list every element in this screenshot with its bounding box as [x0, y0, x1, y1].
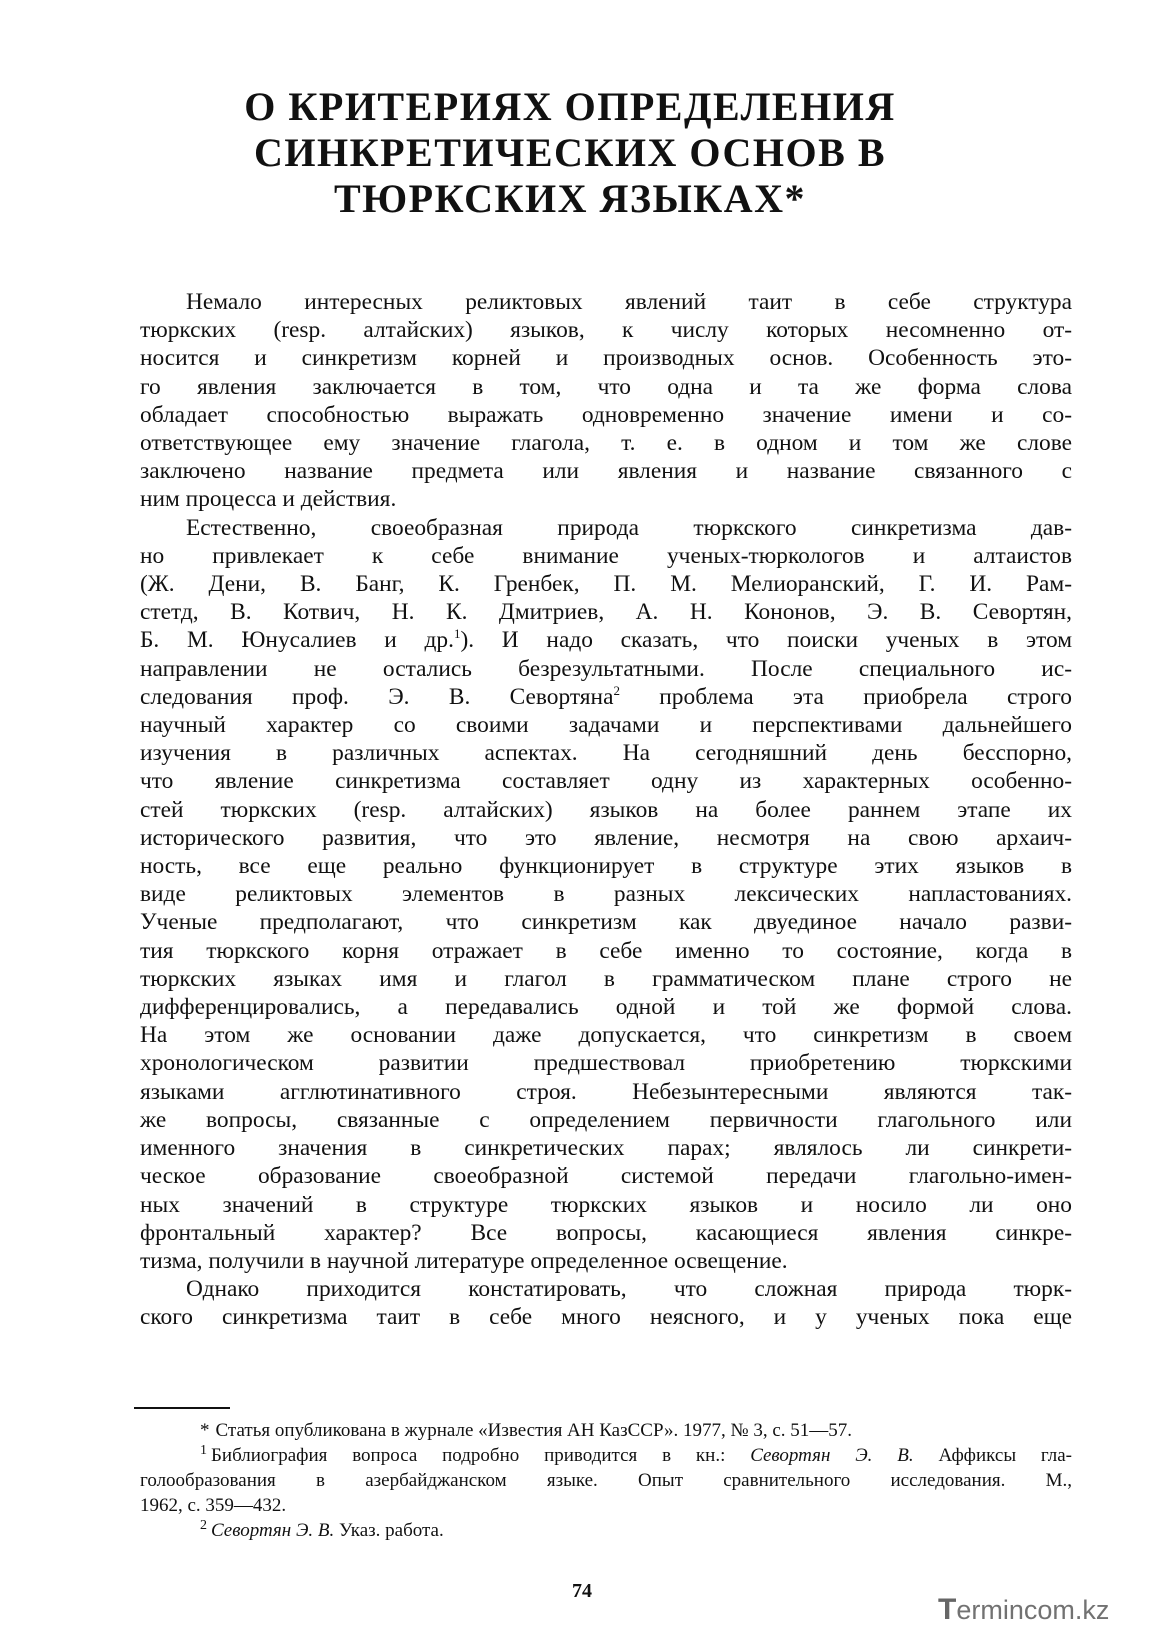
- footnote-mark: *: [200, 1420, 210, 1441]
- footnote-text: Статья опубликована в журнале «Известия АН КазССР». 1977, № 3, с. 51—57.: [215, 1420, 853, 1441]
- footnote-line: [140, 1443, 1072, 1468]
- text-line: Однако приходится констатировать, что сложная природа тюрк-: [186, 1276, 1072, 1303]
- text-line: тюркских языках имя и глагол в грамматическом плане строго не: [140, 965, 1072, 992]
- text-line: дифференцировались, а передавались одной и той же формой слова.: [140, 994, 1072, 1021]
- text-line: [140, 626, 1072, 654]
- text-line: ского синкретизма таит в себе много неясного, и у ученых пока еще: [140, 1304, 1072, 1331]
- title-line: ТЮРКСКИХ ЯЗЫКАХ*: [333, 176, 807, 221]
- footnote-mark: 2: [200, 1517, 207, 1533]
- text-line: языками агглютинативного строя. Небезынтересными являются так-: [140, 1078, 1072, 1105]
- text-line: но привлекает к себе внимание ученых-тюркологов и алтаистов: [140, 542, 1072, 569]
- text-fragment: ). И надо сказать, что поиски ученых в этом: [460, 627, 1072, 654]
- footnote-ref[interactable]: 2: [613, 683, 620, 699]
- paragraph-2: [140, 514, 1072, 1275]
- text-line: обладает способностью выражать одновременно значение имени и со-: [140, 401, 1072, 428]
- text-line: виде реликтовых элементов в разных лексических напластованиях.: [140, 881, 1072, 908]
- text-line: тизма, получили в научной литературе определенное освещение.: [140, 1247, 788, 1274]
- footnote-divider: [134, 1407, 230, 1409]
- text-line: направлении не остались безрезультатными. После специального ис-: [140, 655, 1072, 682]
- text-line: ответствующее ему значение глагола, т. е. в одном и том же слове: [140, 430, 1072, 457]
- footnote-text: Аффиксы гла-: [913, 1445, 1072, 1466]
- text-fragment: Б. М. Юнусалиев и др.: [140, 627, 454, 654]
- watermark-text: ermincom.kz: [956, 1595, 1110, 1625]
- text-line: что явление синкретизма составляет одну из характерных особенно-: [140, 768, 1072, 795]
- text-line: [140, 683, 1072, 711]
- watermark-logo: [938, 1592, 1148, 1628]
- footnote-text: Указ. работа.: [334, 1520, 444, 1541]
- text-line: изучения в различных аспектах. На сегодняшний день бесспорно,: [140, 740, 1072, 767]
- article-title: [180, 84, 960, 222]
- text-line: тюркских (resp. алтайских) языков, к числу которых несомненно от-: [140, 317, 1072, 344]
- text-line: стей тюркских (resp. алтайских) языков на более раннем этапе их: [140, 796, 1072, 823]
- text-line: именного значения в синкретических парах; являлось ли синкрети-: [140, 1135, 1072, 1162]
- text-line: исторического развития, что это явление, несмотря на свою архаич-: [140, 824, 1072, 851]
- text-line: же вопросы, связанные с определением первичности глагольного или: [140, 1106, 1072, 1133]
- watermark-initial: T: [938, 1593, 957, 1626]
- text-line: ность, все еще реально функционирует в структуре этих языков в: [140, 853, 1072, 880]
- footnote-author: Севортян Э. В.: [750, 1445, 914, 1466]
- text-line: стетд, В. Котвич, Н. К. Дмитриев, А. Н. Кононов, Э. В. Севортян,: [140, 599, 1072, 626]
- footnote-author: Севортян Э. В.: [211, 1520, 335, 1541]
- footnote-star: [140, 1418, 1072, 1443]
- paragraph-1: [140, 288, 1072, 514]
- text-line: ных значений в структуре тюркских языков и носило ли оно: [140, 1191, 1072, 1218]
- footnote-line: [140, 1518, 1072, 1543]
- text-fragment: следования проф. Э. В. Севортяна: [140, 683, 614, 710]
- footnote-line: [140, 1418, 1072, 1443]
- text-line: Естественно, своеобразная природа тюркского синкретизма дав-: [186, 514, 1072, 541]
- text-line: (Ж. Дени, В. Банг, К. Гренбек, П. М. Мелиоранский, Г. И. Рам-: [140, 571, 1072, 598]
- text-line: Немало интересных реликтовых явлений таит в себе структура: [186, 289, 1072, 315]
- text-line: научный характер со своими задачами и перспективами дальнейшего: [140, 712, 1072, 739]
- footnote-1: [140, 1443, 1072, 1518]
- text-fragment: проблема эта приобрела строго: [619, 683, 1072, 710]
- text-line: тия тюркского корня отражает в себе именно то состояние, когда в: [140, 937, 1072, 964]
- text-line: хронологическом развитии предшествовал приобретению тюркскими: [140, 1050, 1072, 1077]
- footnote-line: голообразования в азербайджанском языке. Опыт сравнительного исследования. М.,: [140, 1470, 1072, 1491]
- footnote-line: 1962, с. 359—432.: [140, 1495, 287, 1516]
- title-line: О КРИТЕРИЯХ ОПРЕДЕЛЕНИЯ: [244, 84, 896, 129]
- text-line: ческое образование своеобразной системой передачи глагольно-имен-: [140, 1163, 1072, 1190]
- footnote-ref[interactable]: 1: [453, 626, 461, 642]
- footnote-2: [140, 1518, 1072, 1543]
- text-line: ним процесса и действия.: [140, 486, 397, 513]
- text-line: фронтальный характер? Все вопросы, касающиеся явления синкре-: [140, 1219, 1072, 1246]
- text-line: носится и синкретизм корней и производных основ. Особенность это-: [140, 345, 1072, 372]
- paragraph-3: [140, 1275, 1072, 1331]
- title-line: СИНКРЕТИЧЕСКИХ ОСНОВ В: [253, 130, 887, 175]
- footnote-mark: 1: [200, 1442, 207, 1458]
- article-body: [140, 288, 1072, 1332]
- footnotes: [140, 1418, 1072, 1543]
- text-line: го явления заключается в том, что одна и та же форма слова: [140, 373, 1072, 400]
- text-line: Ученые предполагают, что синкретизм как двуединое начало разви-: [140, 909, 1072, 936]
- text-line: заключено название предмета или явления и название связанного с: [140, 458, 1072, 485]
- page-number: 74: [572, 1580, 592, 1602]
- footnote-text: Библиография вопроса подробно приводится в кн.:: [211, 1445, 751, 1466]
- text-line: На этом же основании даже допускается, что синкретизм в своем: [140, 1022, 1072, 1049]
